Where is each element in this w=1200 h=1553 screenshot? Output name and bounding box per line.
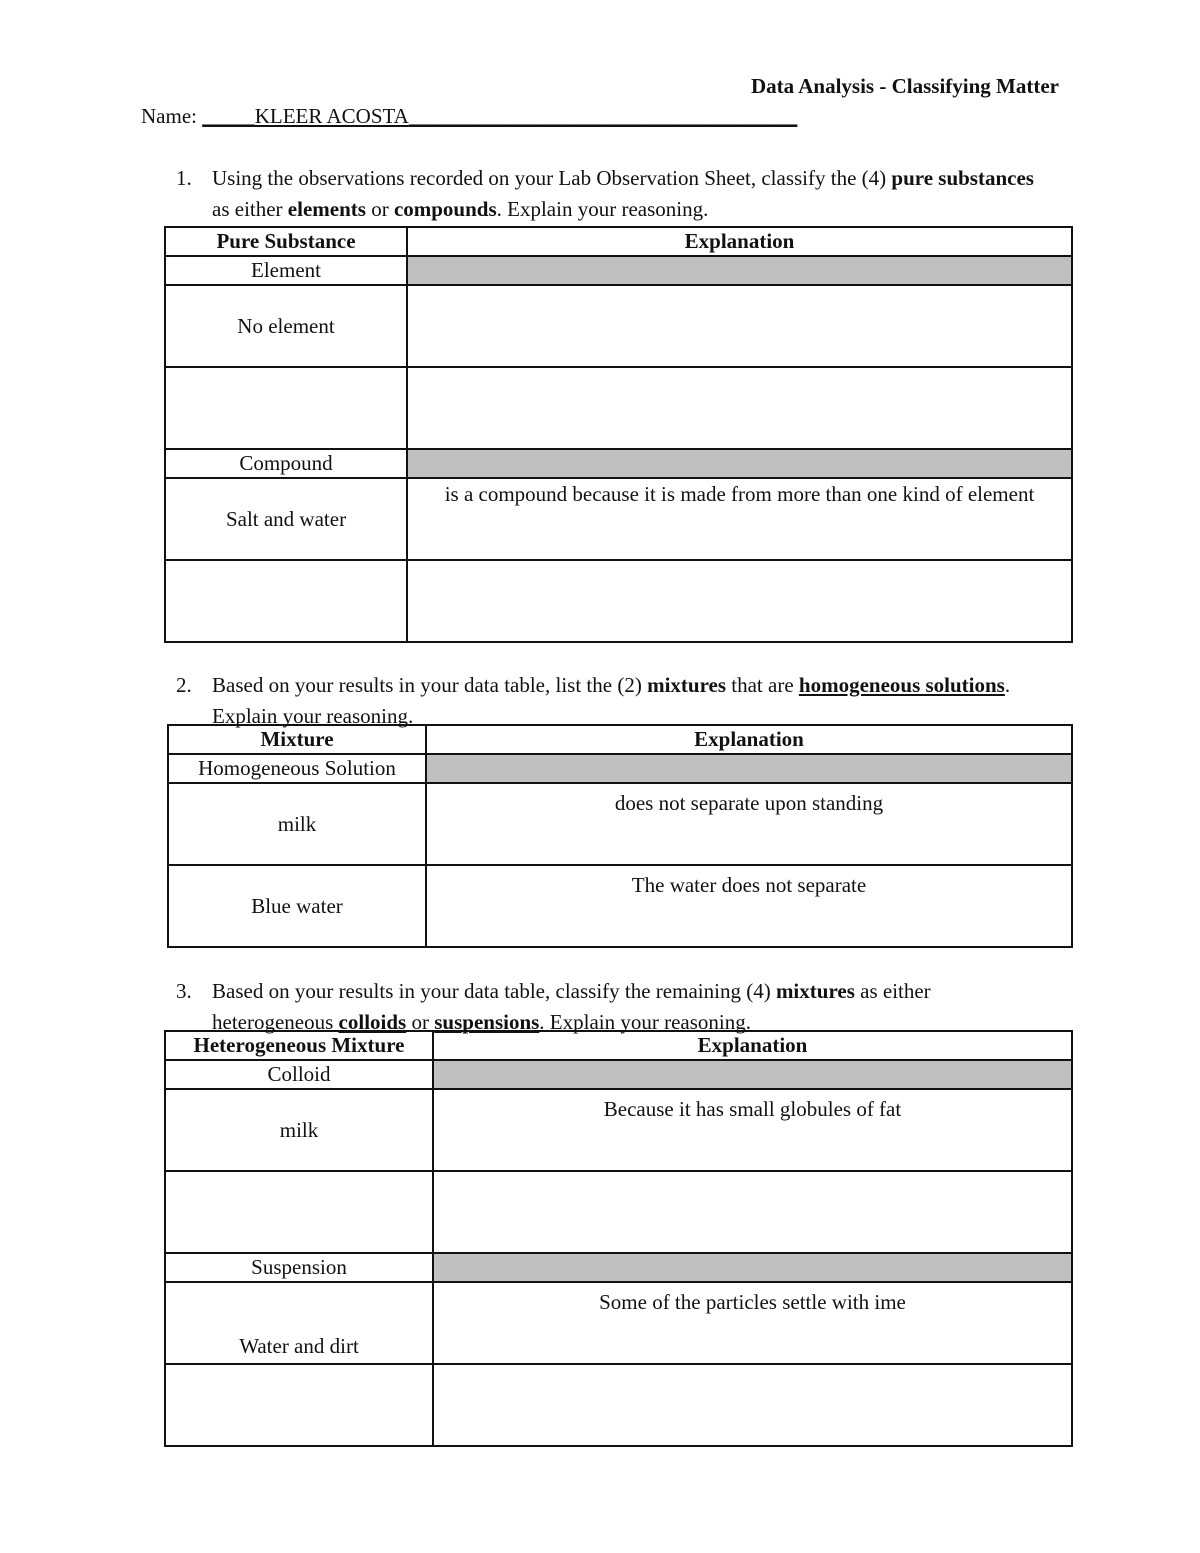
question-text: Based on your results in your data table, list the (2) mixtures that are homogeneous solutions. Explain your reasoning. [212,673,1011,728]
column-header: Mixture [168,725,426,754]
explanation-cell[interactable]: Because it has small globules of fat [433,1089,1072,1171]
column-header: Explanation [407,227,1072,256]
category-label: Compound [165,449,407,478]
category-label: Colloid [165,1060,433,1089]
name-line [141,104,797,129]
table-row [165,1364,1072,1446]
question-number: 2. [176,673,192,697]
table-header-row [165,1031,1072,1060]
column-header: Pure Substance [165,227,407,256]
heterogeneous-table [164,1030,1073,1447]
explanation-cell[interactable] [407,285,1072,367]
pure-substance-table [164,226,1073,643]
question-2 [176,670,1036,732]
column-header: Explanation [433,1031,1072,1060]
table-row [165,285,1072,367]
shaded-cell [426,754,1072,783]
explanation-cell[interactable] [407,560,1072,642]
explanation-cell[interactable] [433,1364,1072,1446]
question-3 [176,976,1036,1038]
item-cell[interactable] [165,367,407,449]
table-row [168,865,1072,947]
category-label: Element [165,256,407,285]
question-1 [176,163,1036,225]
category-label: Homogeneous Solution [168,754,426,783]
shaded-cell [433,1060,1072,1089]
item-cell[interactable]: milk [168,783,426,865]
table-row [165,367,1072,449]
name-label: Name: [141,104,203,128]
explanation-cell[interactable] [433,1171,1072,1253]
page-title: Data Analysis - Classifying Matter [751,74,1059,98]
table-row [168,783,1072,865]
column-header: Explanation [426,725,1072,754]
table-row [165,560,1072,642]
shaded-cell [407,256,1072,285]
explanation-cell[interactable]: is a compound because it is made from more than one kind of element [407,478,1072,560]
category-row [165,256,1072,285]
table-row [165,1089,1072,1171]
category-row [165,449,1072,478]
shaded-cell [433,1253,1072,1282]
explanation-cell[interactable]: Some of the particles settle with ime [433,1282,1072,1364]
item-cell[interactable] [165,560,407,642]
question-number: 1. [176,166,192,190]
explanation-cell[interactable]: The water does not separate [426,865,1072,947]
shaded-cell [407,449,1072,478]
question-text: Based on your results in your data table, classify the remaining (4) mixtures as either heterogeneous colloids or suspensions. Explain your reasoning. [212,979,931,1034]
question-text: Using the observations recorded on your Lab Observation Sheet, classify the (4) pure substances as either elements or compounds. Explain your reasoning. [212,166,1034,221]
item-cell[interactable]: milk [165,1089,433,1171]
item-cell[interactable] [165,1171,433,1253]
category-row [165,1060,1072,1089]
item-cell[interactable] [165,1364,433,1446]
question-number: 3. [176,979,192,1003]
explanation-cell[interactable] [407,367,1072,449]
table-row [165,478,1072,560]
name-value: KLEER ACOSTA [254,104,409,128]
table-header-row [168,725,1072,754]
category-label: Suspension [165,1253,433,1282]
item-cell[interactable]: Salt and water [165,478,407,560]
column-header: Heterogeneous Mixture [165,1031,433,1060]
name-field: _____KLEER ACOSTA_____________________________________ [202,104,798,128]
item-cell[interactable]: Water and dirt [165,1282,433,1364]
category-row [168,754,1072,783]
table-header-row [165,227,1072,256]
table-row [165,1282,1072,1364]
item-cell[interactable]: Blue water [168,865,426,947]
homogeneous-table [167,724,1073,948]
explanation-cell[interactable]: does not separate upon standing [426,783,1072,865]
item-cell[interactable]: No element [165,285,407,367]
category-row [165,1253,1072,1282]
table-row [165,1171,1072,1253]
